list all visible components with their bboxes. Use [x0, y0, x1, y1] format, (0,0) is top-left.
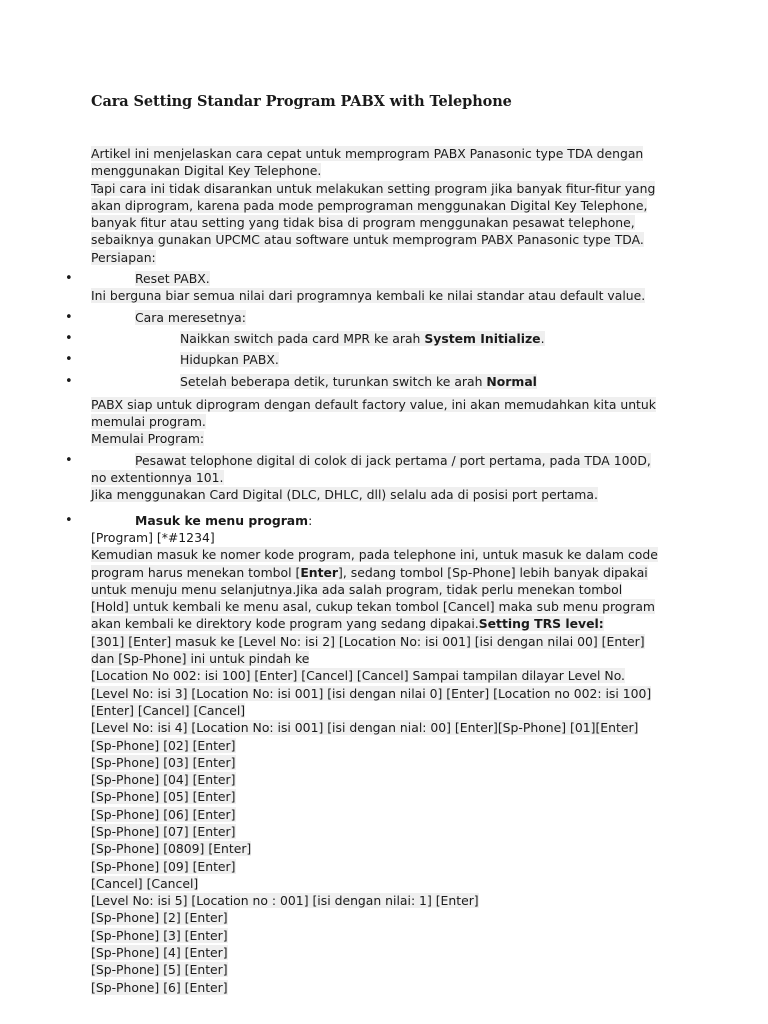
enter-bold: Enter	[300, 564, 339, 580]
bullet-icon: •	[65, 512, 73, 528]
trs-line: [Sp-Phone] [5] [Enter]	[91, 962, 228, 978]
trs-line: [Sp-Phone] [02] [Enter]	[91, 737, 236, 753]
intro-line: Tapi cara ini tidak disarankan untuk melakukan setting program jika banyak fitur-fitur yang	[91, 180, 656, 196]
trs-line: [Sp-Phone] [0809] [Enter]	[91, 841, 252, 857]
trs-line: [Sp-Phone] [4] [Enter]	[91, 945, 228, 961]
bullet-icon: •	[65, 373, 73, 389]
trs-line: [Location No 002: isi 100] [Enter] [Cancel] [Cancel] Sampai tampilan dilayar Level No.	[91, 668, 626, 684]
list-item-step3	[65, 373, 691, 390]
intro-line: sebaiknya gunakan UPCMC atau software untuk memprogram PABX Panasonic type TDA.	[91, 232, 644, 248]
list-item-pesawat	[65, 452, 691, 469]
list-item-masuk	[65, 512, 691, 529]
trs-line: [Sp-Phone] [06] [Enter]	[91, 806, 236, 822]
masuk-paragraph	[91, 529, 691, 633]
trs-line: dan [Sp-Phone] ini untuk pindah ke	[91, 651, 310, 667]
trs-line: [Enter] [Cancel] [Cancel]	[91, 702, 246, 718]
after-reset-paragraph	[91, 396, 691, 448]
bullet-icon: •	[65, 330, 73, 346]
masuk-line: program harus menekan tombol [	[91, 564, 301, 580]
masuk-line: [Hold] untuk kembali ke menu asal, cukup tekan tombol [Cancel] maka sub menu program	[91, 599, 655, 615]
after-reset-line: PABX siap untuk diprogram dengan default factory value, ini akan memudahkan kita untuk	[91, 396, 656, 412]
article-body	[65, 145, 691, 996]
memulai-heading: Memulai Program:	[91, 431, 205, 447]
step1-suffix: .	[540, 330, 545, 346]
trs-line: [Sp-Phone] [6] [Enter]	[91, 979, 228, 995]
masuk-label: Masuk ke menu program	[135, 512, 309, 528]
intro-line: menggunakan Digital Key Telephone.	[91, 163, 322, 179]
trs-line: [Level No: isi 3] [Location No: isi 001] [isi dengan nilai 0] [Enter] [Location no 002: isi 100]	[91, 685, 652, 701]
pesawat-line: no extentionnya 101.	[91, 470, 224, 486]
cara-label: Cara meresetnya:	[135, 309, 246, 325]
bullet-icon: •	[65, 309, 73, 325]
step3-bold: Normal	[486, 373, 537, 389]
trs-line: [Sp-Phone] [03] [Enter]	[91, 754, 236, 770]
reset-note: Ini berguna biar semua nilai dari programnya kembali ke nilai standar atau default value.	[91, 288, 646, 304]
page-title: Cara Setting Standar Program PABX with Telephone	[91, 93, 512, 110]
intro-paragraph	[91, 145, 691, 266]
reset-label: Reset PABX.	[135, 271, 210, 287]
trs-steps	[91, 633, 691, 996]
setting-trs-heading: Setting TRS level:	[478, 616, 604, 632]
bullet-icon: •	[65, 271, 73, 287]
trs-line: [301] [Enter] masuk ke [Level No: isi 2] [Location No: isi 001] [isi dengan nilai 00] [Enter]	[91, 633, 645, 649]
intro-line: banyak fitur atau setting yang tidak bisa di program menggunakan pesawat telephone,	[91, 215, 635, 231]
masuk-line: untuk menuju menu selanjutnya.Jika ada salah program, tidak perlu menekan tombol	[91, 581, 623, 597]
bullet-icon: •	[65, 452, 73, 468]
step3-text: Setelah beberapa detik, turunkan switch ke arah	[180, 373, 487, 389]
step2-text: Hidupkan PABX.	[180, 352, 279, 368]
step1-text: Naikkan switch pada card MPR ke arah	[180, 330, 425, 346]
program-code: [Program] [*#1234]	[91, 529, 215, 545]
pesawat-line: Jika menggunakan Card Digital (DLC, DHLC, dll) selalu ada di posisi port pertama.	[91, 487, 598, 503]
masuk-line: ], sedang tombol [Sp-Phone] lebih banyak dipakai	[338, 564, 648, 580]
masuk-line: Kemudian masuk ke nomer kode program, pada telephone ini, untuk masuk ke dalam code	[91, 547, 658, 563]
list-item-step1	[65, 330, 691, 347]
trs-line: [Sp-Phone] [07] [Enter]	[91, 823, 236, 839]
masuk-colon: :	[308, 512, 313, 528]
list-item-step2	[65, 351, 691, 368]
trs-line: [Sp-Phone] [2] [Enter]	[91, 910, 228, 926]
trs-line: [Sp-Phone] [09] [Enter]	[91, 858, 236, 874]
trs-line: [Sp-Phone] [3] [Enter]	[91, 927, 228, 943]
list-item-cara	[65, 309, 691, 326]
intro-line: Artikel ini menjelaskan cara cepat untuk memprogram PABX Panasonic type TDA dengan	[91, 146, 644, 161]
trs-line: [Sp-Phone] [05] [Enter]	[91, 789, 236, 805]
trs-line: [Sp-Phone] [04] [Enter]	[91, 772, 236, 788]
after-reset-line: memulai program.	[91, 414, 206, 430]
trs-line: [Level No: isi 5] [Location no : 001] [isi dengan nilai: 1] [Enter]	[91, 893, 479, 909]
bullet-icon: •	[65, 352, 73, 368]
trs-line: [Cancel] [Cancel]	[91, 875, 199, 891]
masuk-line: akan kembali ke direktory kode program yang sedang dipakai.	[91, 616, 479, 632]
persiapan-heading: Persiapan:	[91, 249, 156, 265]
trs-line: [Level No: isi 4] [Location No: isi 001] [isi dengan nial: 00] [Enter][Sp-Phone] [01][Enter]	[91, 720, 639, 736]
intro-line: akan diprogram, karena pada mode pemprograman menggunakan Digital Key Telephone,	[91, 197, 648, 213]
pesawat-line: Pesawat telophone digital di colok di jack pertama / port pertama, pada TDA 100D,	[135, 452, 651, 468]
step1-bold: System Initialize	[424, 330, 541, 346]
pesawat-continuation	[91, 469, 691, 504]
list-item-reset	[65, 270, 691, 287]
